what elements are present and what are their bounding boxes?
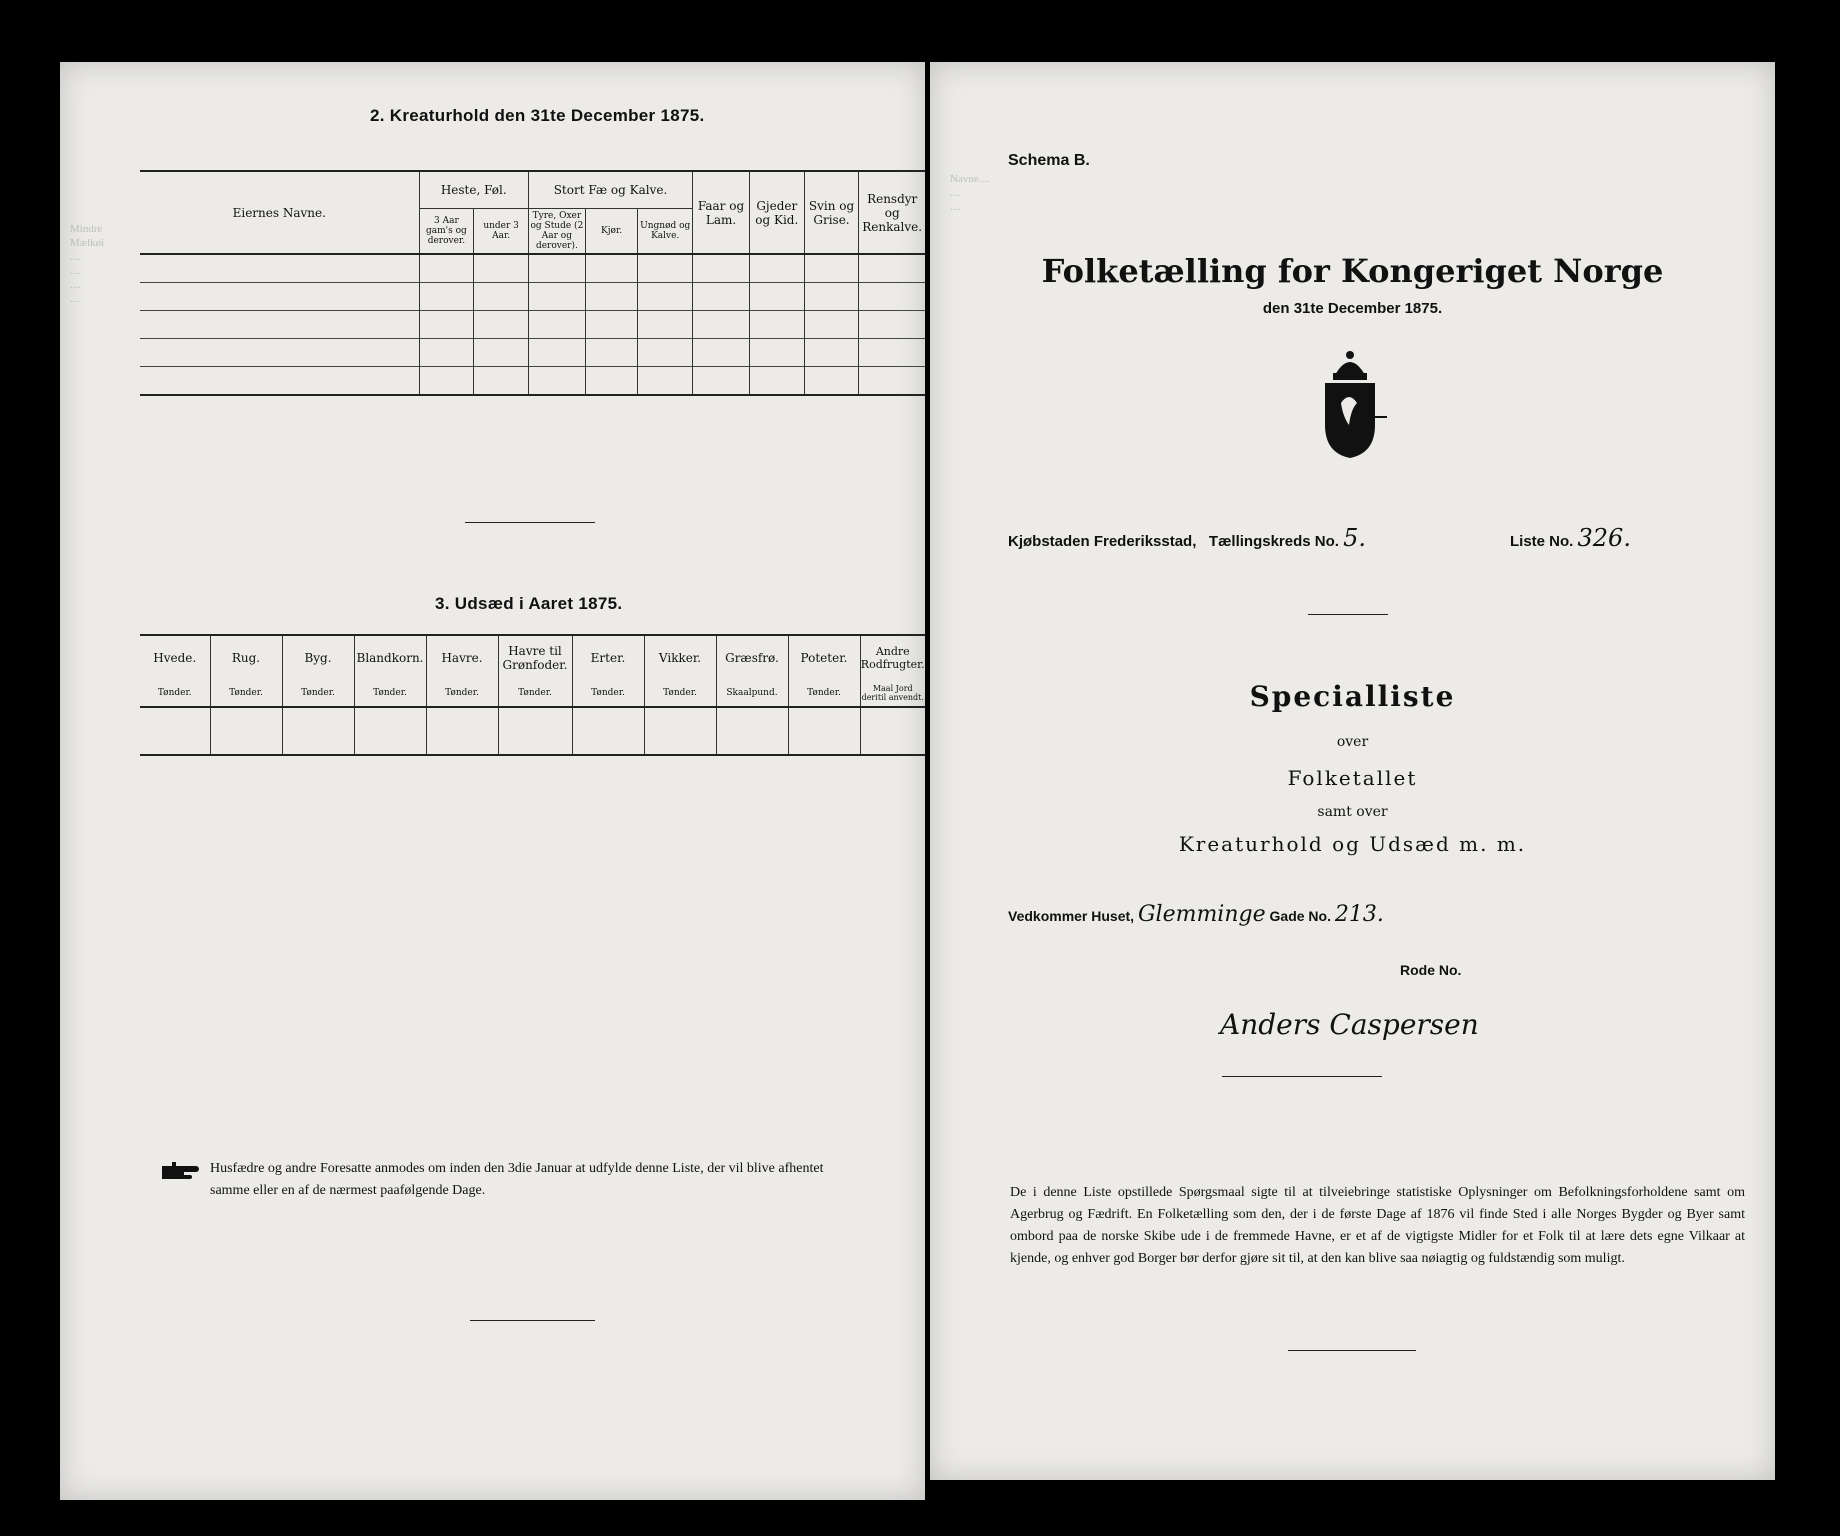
kreaturhold-text: Kreaturhold og Udsæd m. m. [1178, 832, 1527, 856]
liste-label: Liste No. [1510, 533, 1574, 550]
pointing-hand-icon [160, 1160, 200, 1182]
rode-label: Rode No. [1400, 962, 1462, 978]
table-row [140, 339, 925, 367]
kreds-value: 5. [1343, 524, 1367, 552]
crop-header-havre: Havre. [426, 635, 498, 680]
coat-of-arms-icon [1305, 347, 1395, 462]
livestock-table [140, 170, 925, 396]
city-line [1008, 524, 1366, 552]
sub-header-kjor: Kjør. [585, 209, 638, 255]
crop-unit: Tønder. [498, 680, 572, 707]
census-date: den 31te December 1875. [1262, 300, 1443, 317]
address-line [1008, 902, 1384, 927]
sub-header-under3: under 3 Aar. [474, 209, 529, 255]
crop-unit: Skaalpund. [716, 680, 788, 707]
crop-header-erter: Erter. [572, 635, 644, 680]
crop-header-havre-gronfoder: Havre til Grønfoder. [498, 635, 572, 680]
instruction-note: Husfædre og andre Foresatte anmodes om inden den 3die Januar at udfylde denne Liste, der vil blive afhentet samme eller en af de nærmest paafølgende Dage. [210, 1161, 824, 1198]
crop-unit: Tønder. [788, 680, 860, 707]
right-page [930, 62, 1775, 1480]
kreds-label: Tællingskreds No. [1208, 533, 1339, 550]
vedkommer-label: Vedkommer Huset, [1008, 908, 1135, 924]
owner-column-header: Eiernes Navne. [140, 171, 419, 254]
crop-header-hvede: Hvede. [140, 635, 210, 680]
table-row [140, 367, 925, 396]
crop-unit: Tønder. [426, 680, 498, 707]
divider-rule [465, 522, 595, 523]
sub-header-tyre: Tyre, Oxer og Stude (2 Aar og derover). [528, 209, 585, 255]
sub-header-3aar: 3 Aar gam's og derover. [419, 209, 474, 255]
sub-header-ungnod: Ungnød og Kalve. [638, 209, 693, 255]
crop-header-blandkorn: Blandkorn. [354, 635, 426, 680]
over-text: over [1336, 734, 1369, 750]
divider-rule [1308, 614, 1388, 615]
divider-rule [1288, 1350, 1416, 1351]
section-2-title: 2. Kreaturhold den 31te December 1875. [370, 106, 705, 125]
crop-header-rug: Rug. [210, 635, 282, 680]
table-row [140, 254, 925, 283]
crops-table [140, 634, 925, 756]
gade-value: 213. [1334, 902, 1384, 927]
bleed-through-text: Mindre Mælkøi .... .... .... .... [70, 223, 105, 305]
explanatory-paragraph: De i denne Liste opstillede Spørgsmaal sigte til at tilveiebringe statistiske Oplysninger om Befolkningsforholdene samt om Agerbrug og Fædrift. En Folketælling som den, der i de første Dage af 1876 vil finde Sted i alle Norges Bygder og Byer samt ombord paa de norske Skibe ude i de fremmede Havne, er et af de vigtigste Midler for et Folk til at lære dets egne Vilkaar at kjende, og enhver god Borger bør derfor gjøre sit til, at den kan blive saa nøiagtig og fuldstændig som muligt. [1010, 1185, 1745, 1266]
section-3-title: 3. Udsæd i Aaret 1875. [435, 594, 623, 613]
crop-header-vikker: Vikker. [644, 635, 716, 680]
liste-line [1510, 524, 1631, 552]
crop-header-graesfro: Græsfrø. [716, 635, 788, 680]
crop-unit: Tønder. [644, 680, 716, 707]
crop-unit: Tønder. [157, 688, 192, 698]
divider-rule [470, 1320, 595, 1321]
liste-value: 326. [1577, 524, 1631, 552]
rensdyr-header: Rensdyr og Renkalve. [859, 171, 925, 254]
street-value: Glemminge [1137, 902, 1266, 927]
faar-header: Faar og Lam. [693, 171, 750, 254]
table-row [140, 311, 925, 339]
svin-header: Svin og Grise. [804, 171, 859, 254]
crop-unit: Tønder. [572, 680, 644, 707]
crop-unit: Tønder. [354, 680, 426, 707]
gjeder-header: Gjeder og Kid. [749, 171, 804, 254]
crop-unit: Tønder. [210, 680, 282, 707]
crop-unit: Maal Jord deritil anvendt. [860, 680, 925, 707]
divider-rule [1222, 1076, 1382, 1077]
folketallet-text: Folketallet [1287, 766, 1418, 790]
stort-fae-header: Stort Fæ og Kalve. [528, 171, 692, 209]
census-title: Folketælling for Kongeriget Norge [1041, 252, 1664, 290]
left-page [60, 62, 925, 1500]
gade-label: Gade No. [1269, 908, 1331, 924]
crop-header-andre: Andre Rodfrugter. [860, 635, 925, 680]
specialliste-heading: Specialliste [1249, 680, 1456, 713]
samt-over-text: samt over [1317, 804, 1388, 820]
city-label: Kjøbstaden Frederiksstad, [1008, 533, 1197, 550]
table-row [140, 283, 925, 311]
crop-unit: Tønder. [282, 680, 354, 707]
bleed-through-text: Navne.... .... .... [950, 173, 990, 213]
schema-label: Schema B. [1008, 152, 1090, 169]
crop-header-byg: Byg. [282, 635, 354, 680]
crop-header-poteter: Poteter. [788, 635, 860, 680]
heste-header: Heste, Føl. [419, 171, 528, 209]
signature: Anders Caspersen [1220, 1008, 1479, 1041]
table-row [140, 707, 925, 755]
